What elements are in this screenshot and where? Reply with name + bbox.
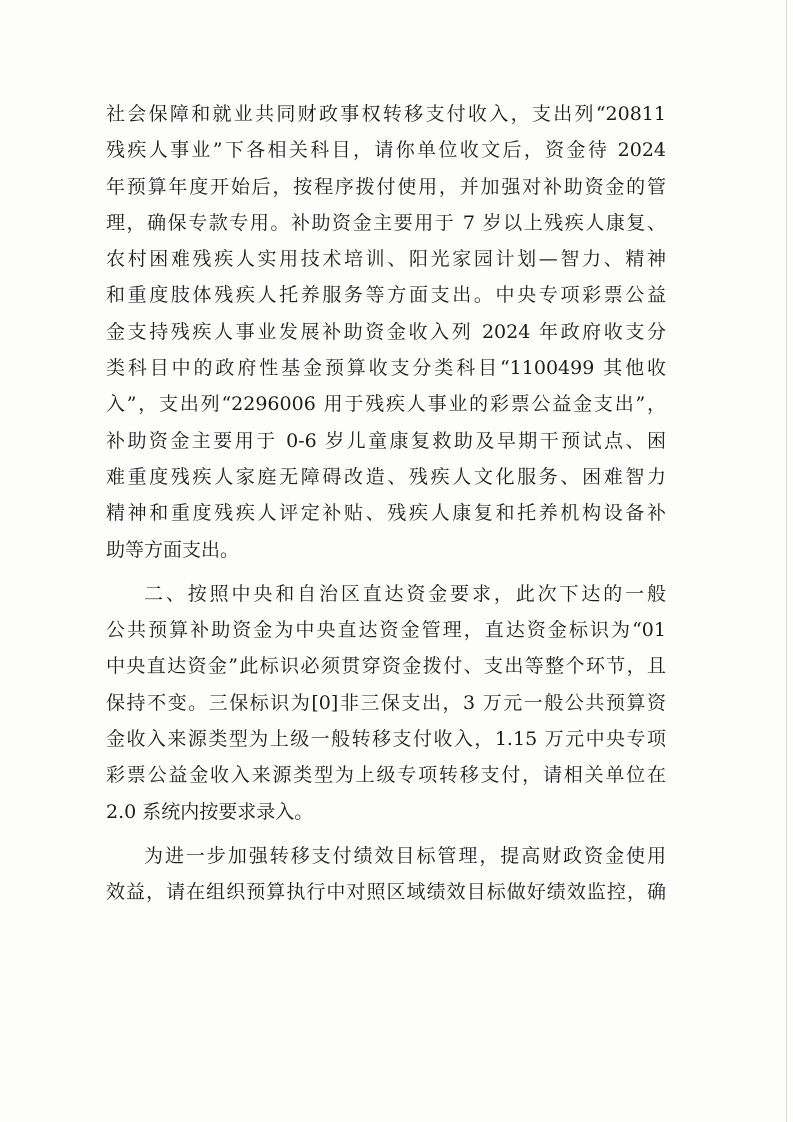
text-line: 效益，请在组织预算执行中对照区域绩效目标做好绩效监控，确 — [106, 881, 666, 904]
paragraph-gap — [106, 830, 666, 838]
paragraph-3 — [106, 838, 666, 911]
text-line: 农村困难残疾人实用技术培训、阳光家园计划—智力、精神 — [106, 248, 666, 271]
paragraph-gap — [106, 568, 666, 576]
text-line: 补助资金主要用于 0-6 岁儿童康复救助及早期干预试点、困 — [106, 429, 666, 452]
text-line: 残疾人事业”下各相关科目，请你单位收文后，资金待 2024 — [106, 139, 666, 162]
scan-edge-line — [786, 0, 787, 1122]
text-line: 公共预算补助资金为中央直达资金管理，直达资金标识为“01 — [106, 619, 666, 642]
text-line: 金支持残疾人事业发展补助资金收入列 2024 年政府收支分 — [106, 320, 666, 343]
text-line: 保持不变。三保标识为[0]非三保支出，3 万元一般公共预算资 — [106, 691, 666, 714]
text-line: 类科目中的政府性基金预算收支分类科目“1100499 其他收 — [106, 357, 666, 380]
text-line: 助等方面支出。 — [106, 538, 240, 561]
text-line: 二、按照中央和自治区直达资金要求，此次下达的一般 — [144, 582, 666, 605]
text-line: 社会保障和就业共同财政事权转移支付收入，支出列“20811 — [106, 103, 666, 125]
document-body — [106, 96, 666, 911]
text-line: 精神和重度残疾人评定补贴、残疾人康复和托养机构设备补 — [106, 502, 666, 525]
text-line: 和重度肢体残疾人托养服务等方面支出。中央专项彩票公益 — [106, 284, 666, 307]
text-line: 2.0 系统内按要求录入。 — [106, 800, 314, 823]
text-line: 入”，支出列“2296006 用于残疾人事业的彩票公益金支出”， — [106, 393, 666, 416]
text-line: 金收入来源类型为上级一般转移支付收入，1.15 万元中央专项 — [106, 728, 666, 751]
text-line: 难重度残疾人家庭无障碍改造、残疾人文化服务、困难智力 — [106, 465, 666, 488]
paragraph-2 — [106, 576, 666, 830]
text-line: 彩票公益金收入来源类型为上级专项转移支付，请相关单位在 — [106, 764, 666, 787]
text-line: 年预算年度开始后，按程序拨付使用，并加强对补助资金的管 — [106, 175, 666, 198]
paragraph-1 — [106, 96, 666, 568]
text-line: 为进一步加强转移支付绩效目标管理，提高财政资金使用 — [144, 844, 666, 867]
text-line: 中央直达资金”此标识必须贯穿资金拨付、支出等整个环节，且 — [106, 655, 666, 678]
text-line: 理，确保专款专用。补助资金主要用于 7 岁以上残疾人康复、 — [106, 211, 666, 234]
